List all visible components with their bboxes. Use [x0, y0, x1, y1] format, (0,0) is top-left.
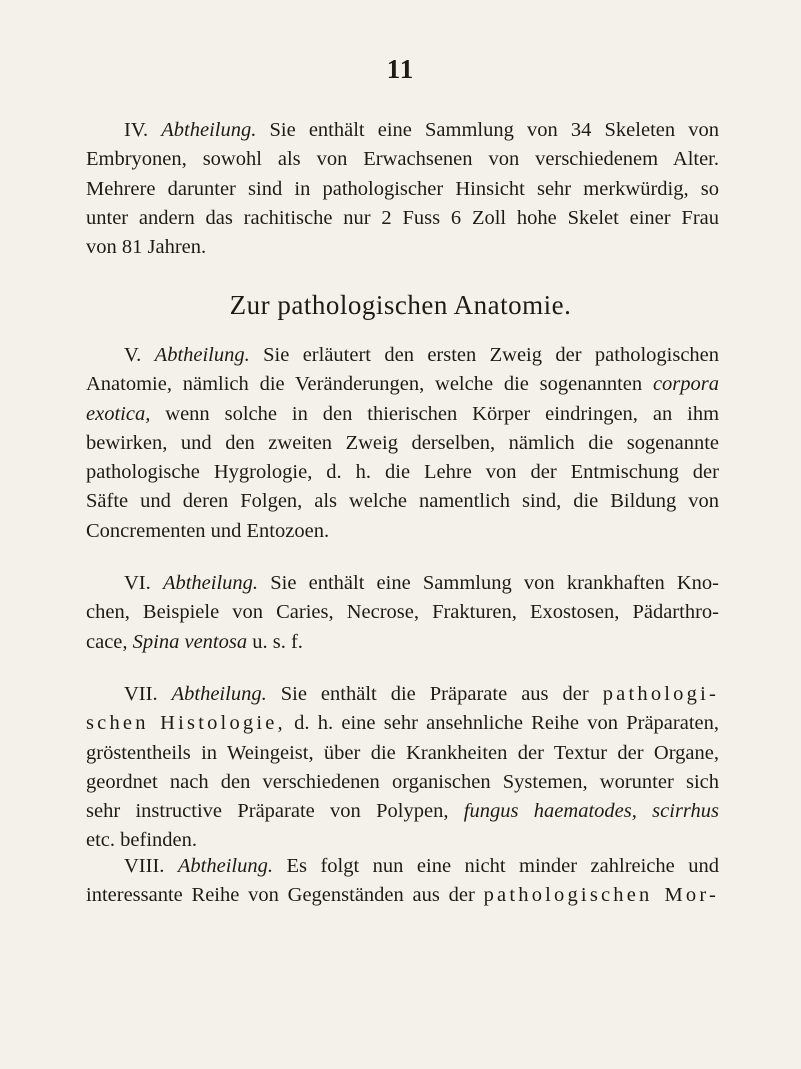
section-iv-line-4: unter andern das rachitische nur 2 Fuss 6 Zoll hohe Skelet einer Frau	[86, 206, 719, 229]
section-vii-line-3: gröstentheils in Weingeist, über die Krankheiten der Textur der Organe,	[86, 741, 719, 764]
section-iv-numeral: IV.	[124, 119, 149, 141]
section-viii-line-2: interessante Reihe von Gegenständen aus der pathologischen Mor-	[86, 884, 719, 907]
section-iv-line-3: Mehrere darunter sind in pathologischer Hinsicht sehr merkwürdig, so	[86, 177, 719, 200]
section-v-numeral: V.	[124, 344, 142, 366]
section-v	[86, 341, 719, 546]
section-vii-line-4: geordnet nach den verschiedenen organischen Systemen, worunter sich	[86, 770, 719, 793]
latin-terms-tumours: fungus haematodes, scirrhus	[463, 800, 720, 823]
section-vi-text-1: Sie enthält eine Sammlung von krankhaften Kno-	[270, 572, 720, 594]
page-number: 11	[386, 54, 415, 84]
section-vii-line-1	[86, 680, 719, 709]
section-v-line-1	[86, 341, 719, 370]
section-iv	[86, 116, 719, 262]
section-iv-line-5: von 81 Jahren.	[86, 236, 207, 259]
spaced-phrase-histologie: schen Histologie,	[86, 712, 286, 735]
section-iv-line-2: Embryonen, sowohl als von Erwachsenen von verschiedenem Alter.	[86, 148, 719, 171]
section-vi-line-1	[86, 569, 719, 598]
section-vii	[86, 680, 719, 856]
section-vi-line-2: chen, Beispiele von Caries, Necrose, Frakturen, Exostosen, Pädarthro-	[86, 601, 719, 624]
section-vii-text-1: Sie enthält die Präparate aus der	[280, 683, 589, 705]
section-v-line-3: exotica, wenn solche in den thierischen Körper eindringen, an ihm	[86, 402, 720, 425]
latin-term-spina-ventosa: Spina ventosa	[132, 630, 248, 653]
section-v-title: Abtheilung.	[154, 344, 250, 366]
section-vi-line-3: cace, Spina ventosa u. s. f.	[86, 630, 303, 653]
section-vi	[86, 569, 719, 657]
section-viii-title: Abtheilung.	[177, 855, 273, 877]
section-vii-numeral: VII.	[124, 683, 158, 705]
section-v-line-2: Anatomie, nämlich die Veränderungen, welche die sogenannten corpora	[86, 373, 719, 396]
section-vii-line-2: schen Histologie, d. h. eine sehr ansehnliche Reihe von Präparaten,	[86, 712, 719, 735]
section-vii-line-5: sehr instructive Präparate von Polypen, fungus haematodes, scirrhus	[86, 800, 720, 823]
section-viii-text-1: Es folgt nun eine nicht minder zahlreiche und	[286, 855, 719, 877]
section-v-text-1: Sie erläutert den ersten Zweig der pathologischen	[263, 344, 720, 366]
section-viii	[86, 852, 719, 911]
section-viii-line-1	[86, 852, 719, 881]
section-v-line-6: Säfte und deren Folgen, als welche namentlich sind, die Bildung von	[86, 490, 719, 513]
section-v-line-4: bewirken, und den zweiten Zweig derselben, nämlich die sogenannte	[86, 431, 719, 454]
section-iv-line-1	[86, 116, 719, 145]
section-vii-title: Abtheilung.	[171, 683, 267, 705]
section-v-line-5: pathologische Hygrologie, d. h. die Lehre von der Entmischung der	[86, 461, 719, 484]
spaced-phrase-pathologischen: pathologischen Mor-	[483, 884, 719, 907]
latin-term-exotica: exotica,	[86, 402, 151, 425]
section-iv-title: Abtheilung.	[161, 119, 257, 141]
section-v-line-7: Concrementen und Entozoen.	[86, 519, 330, 542]
section-iv-text-1: Sie enthält eine Sammlung von 34 Skeleten von	[269, 119, 719, 141]
section-vii-line-6: etc. befinden.	[86, 829, 197, 852]
latin-term-corpora: corpora	[652, 373, 719, 396]
section-viii-numeral: VIII.	[124, 855, 165, 877]
section-vi-numeral: VI.	[124, 572, 151, 594]
section-vi-title: Abtheilung.	[162, 572, 259, 594]
spaced-word-pathologi: pathologi-	[602, 683, 719, 705]
section-heading: Zur pathologischen Anatomie.	[229, 290, 572, 320]
